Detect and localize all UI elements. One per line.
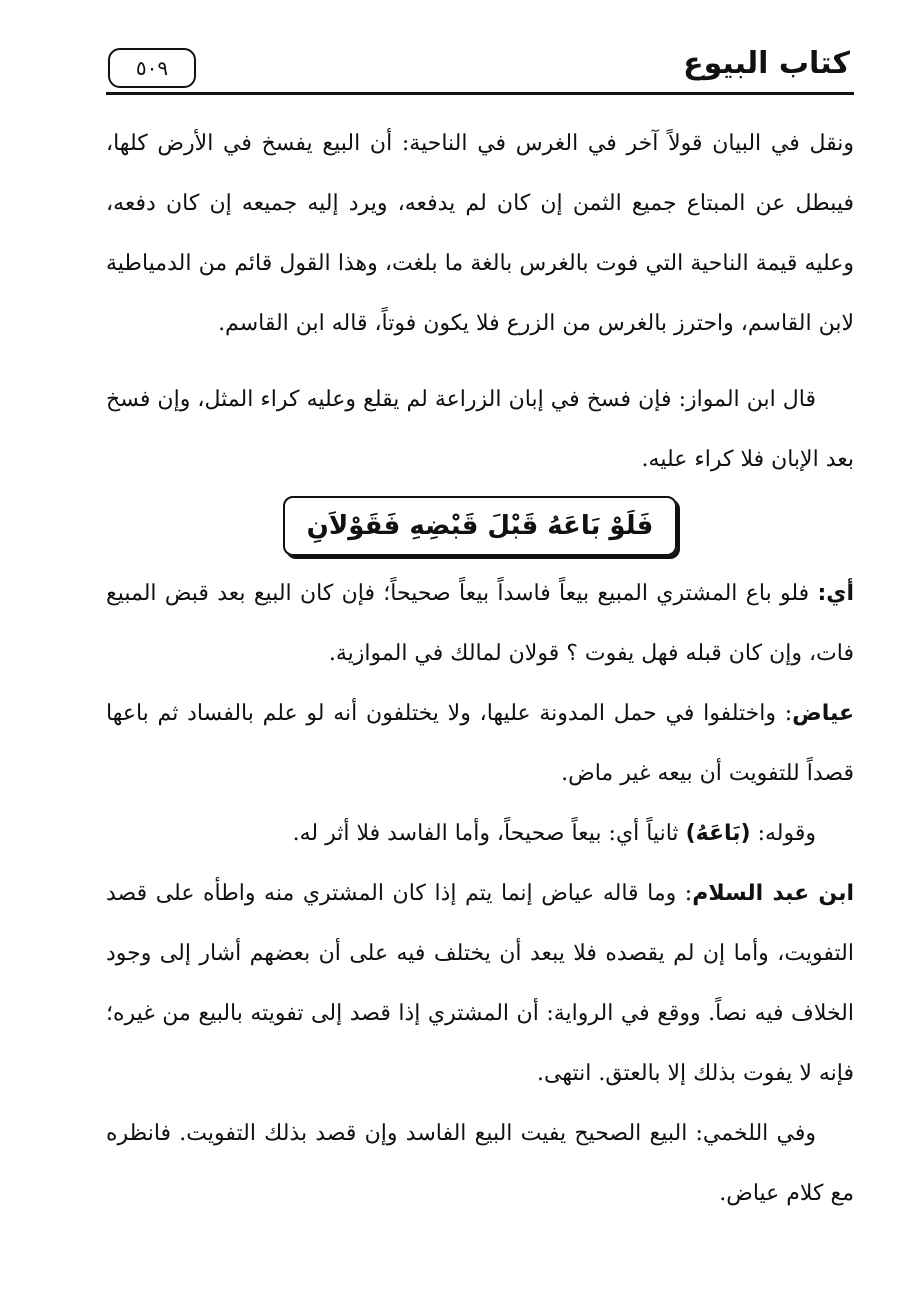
paragraph-iyad-lead: عياض [792,701,854,726]
page-number: ٥٠٩ [135,56,169,80]
paragraph-qawluhu-quote: (بَاعَهُ) [685,821,751,846]
paragraph-qawluhu-pre: وقوله: [750,821,816,846]
paragraph-explanation [106,564,854,684]
paragraph-explanation-text: فلو باع المشتري المبيع بيعاً فاسداً بيعاً صحيحاً؛ فإن كان البيع بعد قبض المبيع فات، وإن كان قبله فهل يفوت ؟ قولان لمالك في الموازية. [106,581,854,666]
paragraph-ibn-mawaz: قال ابن المواز: فإن فسخ في إبان الزراعة لم يقلع وعليه كراء المثل، وإن فسخ بعد الإبان فلا كراء عليه. [106,387,854,472]
paragraph-iyad [106,684,854,804]
paragraph-ibn-abd-salam [106,864,854,1104]
page-body [106,114,854,1224]
header-rule [106,92,854,95]
paragraph-ibn-abd-salam-text: : وما قاله عياض إنما يتم إذا كان المشتري منه واطأه على قصد التفويت، وأما إن لم يقصده فلا يبعد أن يختلف فيه على أن بعضهم أشار إلى وجود الخلاف فيه نصاً. ووقع في الرواية: أن المشتري إذا قصد إلى تفويته بالبيع من غيره؛ فإنه لا يفوت بذلك إلا بالعتق. انتهى. [106,881,854,1086]
paragraph-explanation-lead: أي: [817,581,854,606]
paragraph-bayan: ونقل في البيان قولاً آخر في الغرس في الناحية: أن البيع يفسخ في الأرض كلها، فيبطل عن المبتاع جميع الثمن إن كان لم يدفعه، ويرد إليه جميعه إن كان دفعه، وعليه قيمة الناحية التي فوت بالغرس بالغة ما بلغت، وهذا القول قائم من الدمياطية لابن القاسم، واحترز بالغرس من الزرع فلا يكون فوتاً، قاله ابن القاسم. [106,131,854,336]
paragraph-qawluhu [106,804,854,864]
paragraph-qawluhu-text: ثانياً أي: بيعاً صحيحاً، وأما الفاسد فلا أثر له. [292,821,686,846]
page-header [106,42,854,100]
page-number-box [108,48,196,88]
matn-heading-wrap [106,496,854,556]
chapter-title: كتاب البيوع [683,46,850,81]
paragraph-lakhmi: وفي اللخمي: البيع الصحيح يفيت البيع الفاسد وإن قصد بذلك التفويت. فانظره مع كلام عياض. [106,1121,854,1206]
paragraph-iyad-text: : واختلفوا في حمل المدونة عليها، ولا يختلفون أنه لو علم بالفساد ثم باعها قصداً للتفويت أن بيعه غير ماض. [106,701,854,786]
matn-heading: فَلَوْ بَاعَهُ قَبْلَ قَبْضِهِ فَقَوْلاَنِ [283,496,678,556]
paragraph-ibn-abd-salam-lead: ابن عبد السلام [692,881,854,906]
